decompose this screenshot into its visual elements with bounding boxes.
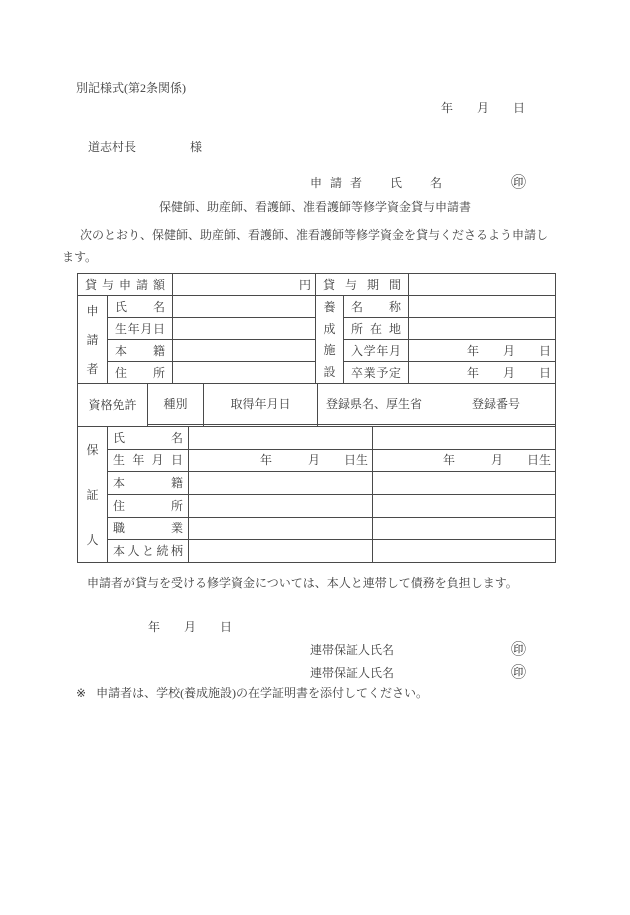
seal-icon: ㊞ bbox=[511, 642, 527, 658]
school-name-label: 名 称 bbox=[344, 296, 409, 318]
applicant-address-label: 住 所 bbox=[108, 362, 173, 384]
joint-guarantor-signature-label-2: 連帯保証人氏名 bbox=[310, 666, 395, 680]
liability-statement: 申請者が貸与を受ける修学資金については、本人と連帯して債務を負担します。 bbox=[87, 576, 518, 590]
applicant-address-value-cell bbox=[173, 362, 316, 384]
applicant-birth-label: 生 年 月 日 bbox=[108, 318, 173, 340]
school-address-value-cell bbox=[409, 318, 556, 340]
date-line-bottom: 年 月 日 bbox=[148, 620, 233, 634]
guarantor1-domicile-cell bbox=[189, 472, 373, 495]
addressee-honorific: 様 bbox=[190, 140, 203, 154]
school-address-label: 所 在 地 bbox=[344, 318, 409, 340]
school-graduate-label: 卒 業 予 定 bbox=[344, 362, 409, 384]
guarantor-relation-label: 本 人 と 続 柄 bbox=[108, 540, 189, 563]
footnote-text: 申請者は、学校(養成施設)の在学証明書を添付してください。 bbox=[96, 686, 429, 700]
loan-amount-value-cell: 円 bbox=[173, 274, 316, 296]
guarantor-occupation-label: 職 業 bbox=[108, 517, 189, 540]
applicant-signature-label: 申請者 氏 名 bbox=[310, 176, 451, 190]
loan-period-label: 貸 与 期 間 bbox=[316, 274, 409, 296]
form-code: 別記様式(第2条関係) bbox=[76, 81, 186, 95]
applicant-school-section bbox=[77, 273, 556, 384]
loan-amount-label: 貸 与 申 請 額 bbox=[78, 274, 173, 296]
guarantor2-relation-cell bbox=[373, 540, 556, 563]
addressee-line bbox=[88, 139, 202, 155]
guarantor-name-label: 氏 名 bbox=[108, 427, 189, 450]
license-registration-header bbox=[318, 384, 556, 425]
guarantor2-domicile-cell bbox=[373, 472, 556, 495]
guarantor-birth-label: 生 年 月 日 bbox=[108, 449, 189, 472]
guarantor-address-label: 住 所 bbox=[108, 494, 189, 517]
license-date-header: 取得年月日 bbox=[204, 384, 318, 425]
school-enroll-label: 入 学 年 月 bbox=[344, 340, 409, 362]
seal-icon: ㊞ bbox=[511, 175, 527, 191]
seal-icon: ㊞ bbox=[511, 665, 527, 681]
application-table bbox=[77, 273, 555, 563]
addressee-name: 道志村長 bbox=[88, 140, 137, 154]
license-group-label: 資格免許 bbox=[78, 384, 148, 427]
guarantor2-address-cell bbox=[373, 494, 556, 517]
applicant-domicile-value-cell bbox=[173, 340, 316, 362]
guarantor1-birth-cell: 年 月 日生 bbox=[189, 449, 373, 472]
license-number-header: 登録番号 bbox=[471, 396, 520, 411]
loan-period-value-cell bbox=[409, 274, 556, 296]
applicant-group-label: 申 請 者 bbox=[78, 296, 108, 384]
guarantor1-relation-cell bbox=[189, 540, 373, 563]
guarantor-domicile-label: 本 籍 bbox=[108, 472, 189, 495]
guarantor2-birth-cell: 年 月 日生 bbox=[373, 449, 556, 472]
license-section bbox=[77, 383, 556, 427]
school-graduate-value-cell: 年 月 日 bbox=[409, 362, 556, 384]
guarantor-group-label: 保 証 人 bbox=[78, 427, 108, 563]
license-pref-header: 登録県名、厚生省 bbox=[326, 396, 423, 411]
school-enroll-value-cell: 年 月 日 bbox=[409, 340, 556, 362]
footnote bbox=[76, 685, 428, 701]
applicant-birth-value-cell bbox=[173, 318, 316, 340]
guarantor2-name-cell bbox=[373, 427, 556, 450]
footnote-marker: ※ bbox=[76, 686, 87, 700]
guarantor1-address-cell bbox=[189, 494, 373, 517]
school-name-value-cell bbox=[409, 296, 556, 318]
joint-guarantor-signature-label-1: 連帯保証人氏名 bbox=[310, 643, 395, 657]
guarantor1-occupation-cell bbox=[189, 517, 373, 540]
applicant-domicile-label: 本 籍 bbox=[108, 340, 173, 362]
intro-paragraph: 次のとおり、保健師、助産師、看護師、准看護師等修学資金を貸与くださるよう申請します。 bbox=[62, 228, 549, 264]
license-type-header: 種別 bbox=[148, 384, 204, 425]
document-title: 保健師、助産師、看護師、准看護師等修学資金貸与申請書 bbox=[158, 200, 471, 214]
date-line-top: 年 月 日 bbox=[441, 101, 526, 115]
guarantor-section bbox=[77, 426, 556, 563]
applicant-name-value-cell bbox=[173, 296, 316, 318]
applicant-name-label: 氏 名 bbox=[108, 296, 173, 318]
school-group-label: 養 成 施 設 bbox=[316, 296, 344, 384]
guarantor2-occupation-cell bbox=[373, 517, 556, 540]
guarantor1-name-cell bbox=[189, 427, 373, 450]
